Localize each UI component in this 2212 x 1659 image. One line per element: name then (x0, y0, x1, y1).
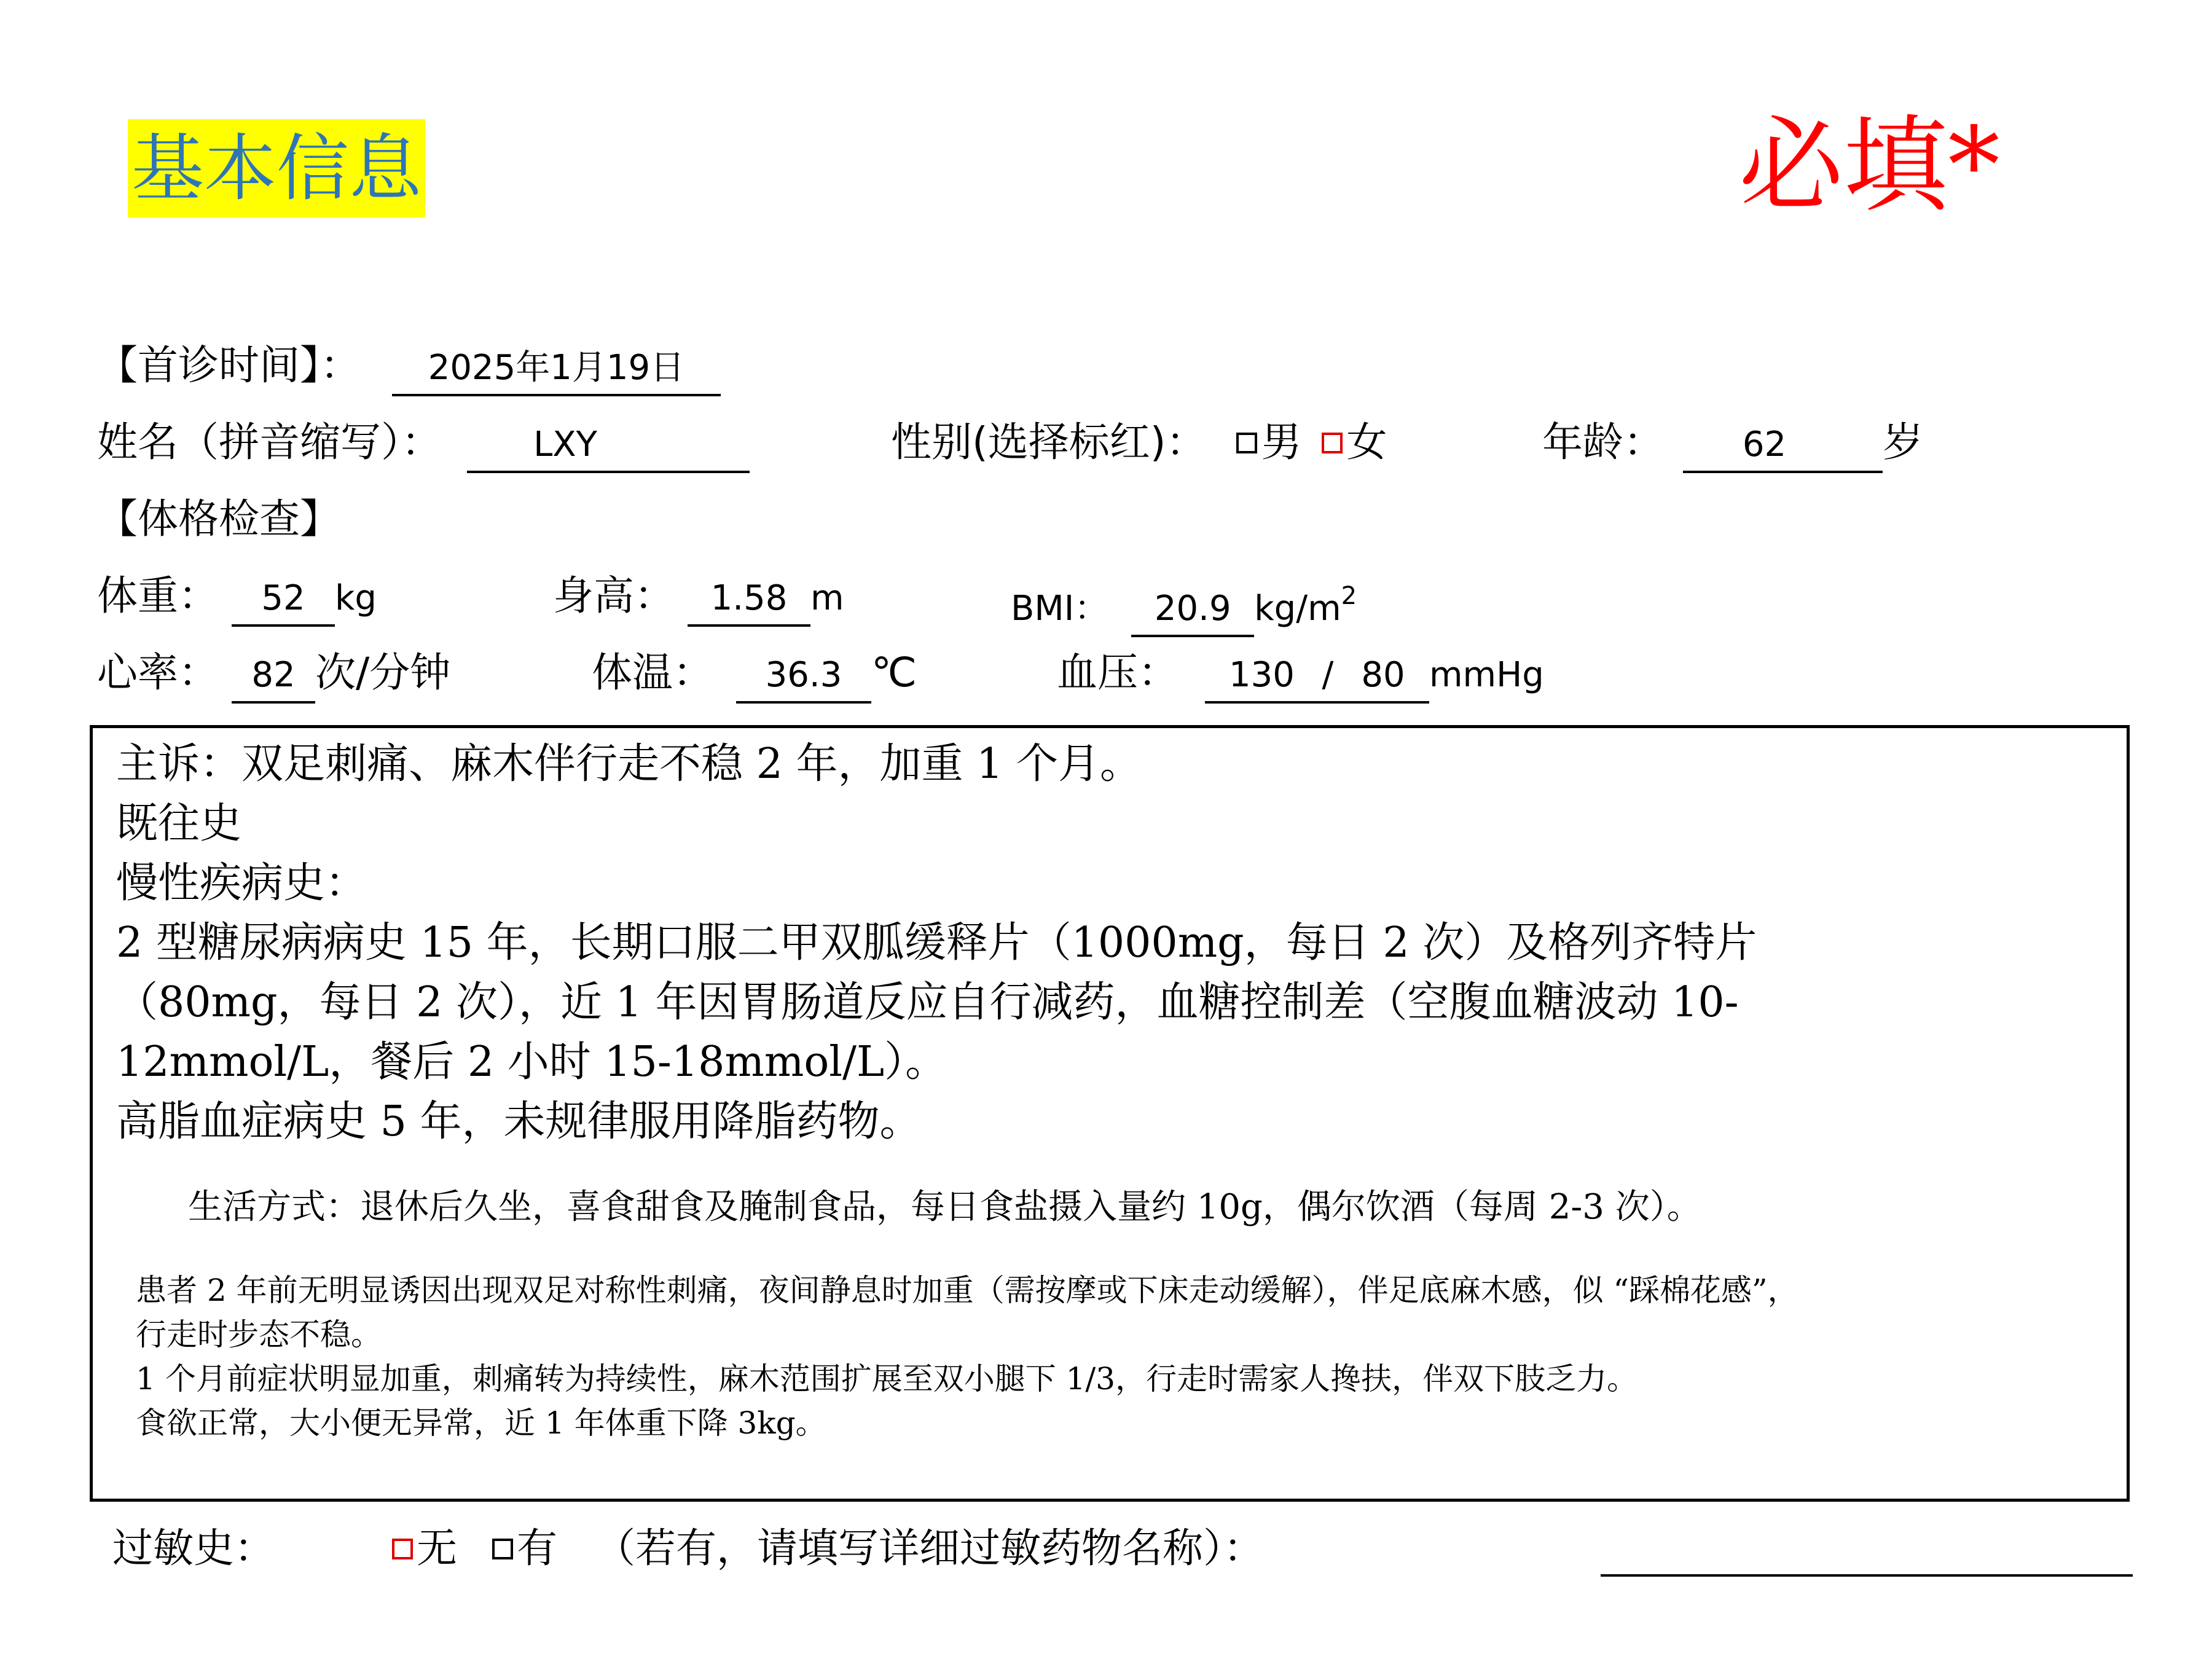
gender-row (891, 412, 1387, 473)
allergy-option-none[interactable] (392, 1524, 470, 1572)
bmi-field[interactable] (1131, 581, 1254, 637)
present-illness-line-2: 行走时步态不稳。 (136, 1317, 382, 1352)
temperature-label: 体温： (592, 649, 713, 696)
bmi-row (1011, 565, 1357, 640)
height-label: 身高： (553, 572, 675, 619)
age-value: 62 (1742, 425, 1787, 465)
heart-rate-unit: 次/分钟 (315, 649, 451, 696)
weight-unit: kg (334, 578, 377, 618)
bp-unit: mmHg (1429, 655, 1544, 695)
allergy-none-label: 无 (416, 1524, 457, 1572)
diabetes-history-line-3: 12mmol/L，餐后 2 小时 15-18mmol/L）。 (116, 1038, 947, 1086)
weight-value: 52 (261, 578, 305, 618)
allergy-label: 过敏史： (112, 1524, 275, 1572)
height-value: 1.58 (710, 578, 788, 618)
chief-complaint: 主诉：双足刺痛、麻木伴行走不稳 2 年，加重 1 个月。 (116, 740, 1142, 788)
bmi-label: BMI： (1011, 589, 1109, 629)
bp-systolic-value: 130 (1229, 655, 1295, 695)
height-unit: m (810, 578, 844, 618)
gender-male-label: 男 (1261, 418, 1302, 466)
checkbox-checked-icon (392, 1539, 413, 1559)
allergy-note: （若有，请填写详细过敏药物名称）： (594, 1524, 1264, 1572)
blood-pressure-row (1057, 642, 1544, 706)
diabetes-history-line-2: （80mg，每日 2 次），近 1 年因胃肠道反应自行减药，血糖控制差（空腹血糖波动 10- (116, 978, 1739, 1027)
name-row (97, 412, 750, 473)
weight-label: 体重： (97, 572, 219, 619)
age-field[interactable] (1683, 417, 1883, 473)
present-illness-line-4: 食欲正常，大小便无异常，近 1 年体重下降 3kg。 (136, 1405, 826, 1441)
name-label: 姓名（拼音缩写）： (97, 418, 442, 466)
gender-option-female[interactable] (1322, 418, 1387, 466)
weight-field[interactable] (232, 570, 335, 627)
temperature-unit: ℃ (871, 649, 917, 696)
exam-section-label: 【体格检查】 (97, 495, 340, 543)
gender-option-male[interactable] (1236, 418, 1314, 466)
lifestyle-text: 生活方式：退休后久坐，喜食甜食及腌制食品，每日食盐摄入量约 10g，偶尔饮酒（每周 2-3 次）。 (188, 1187, 1701, 1227)
visit-date-row (97, 335, 721, 396)
gender-label: 性别(选择标红)： (891, 418, 1207, 466)
heart-rate-value: 82 (251, 655, 296, 695)
height-row (553, 565, 844, 629)
required-mark: 必填* (1739, 105, 2001, 227)
weight-row (97, 565, 377, 629)
bmi-value: 20.9 (1154, 589, 1231, 629)
bp-diastolic-value: 80 (1361, 655, 1405, 695)
age-label: 年龄： (1542, 418, 1664, 466)
temperature-field[interactable] (736, 647, 871, 704)
name-field[interactable] (467, 417, 750, 473)
bmi-unit: kg/m (1254, 589, 1341, 629)
allergy-option-yes[interactable] (492, 1524, 570, 1572)
age-row (1542, 412, 1923, 473)
diabetes-history-line-1: 2 型糖尿病病史 15 年，长期口服二甲双胍缓释片（1000mg，每日 2 次）及格列齐特片 (116, 919, 1757, 967)
present-illness-line-3: 1 个月前症状明显加重，刺痛转为持续性，麻木范围扩展至双小腿下 1/3，行走时需家人搀扶，伴双下肢乏力。 (136, 1361, 1638, 1397)
chronic-disease-title: 慢性疾病史： (116, 859, 367, 908)
allergy-yes-label: 有 (516, 1524, 557, 1572)
medical-history-box[interactable] (90, 725, 2130, 1502)
age-unit: 岁 (1882, 418, 1923, 466)
visit-date-field[interactable] (392, 340, 721, 396)
heart-rate-label: 心率： (97, 649, 219, 696)
gender-female-label: 女 (1346, 418, 1387, 466)
height-field[interactable] (688, 570, 810, 627)
section-title: 基本信息 (128, 119, 425, 218)
hyperlipidemia-history: 高脂血症病史 5 年，未规律服用降脂药物。 (116, 1097, 922, 1146)
checkbox-icon (1236, 433, 1257, 453)
bp-systolic-field[interactable] (1205, 647, 1319, 704)
bp-diastolic-field[interactable] (1337, 647, 1429, 704)
name-value: LXY (533, 425, 597, 465)
heart-rate-field[interactable] (232, 647, 315, 704)
visit-date-value: 2025年1月19日 (428, 348, 685, 388)
bp-separator: / (1319, 649, 1337, 704)
bmi-unit-superscript: 2 (1341, 582, 1357, 610)
checkbox-checked-icon (1322, 433, 1343, 453)
heart-rate-row (97, 642, 450, 704)
past-history-title: 既往史 (116, 799, 242, 848)
blood-pressure-label: 血压： (1057, 649, 1179, 696)
present-illness-line-1: 患者 2 年前无明显诱因出现双足对称性刺痛，夜间静息时加重（需按摩或下床走动缓解），伴足底麻木感，似 “踩棉花感”， (136, 1273, 1798, 1308)
allergy-detail-field[interactable] (1601, 1574, 2133, 1577)
temperature-row (592, 642, 917, 704)
temperature-value: 36.3 (765, 655, 842, 695)
allergy-row (112, 1518, 1264, 1579)
checkbox-icon (492, 1539, 513, 1559)
visit-date-label: 【首诊时间】： (97, 342, 361, 389)
